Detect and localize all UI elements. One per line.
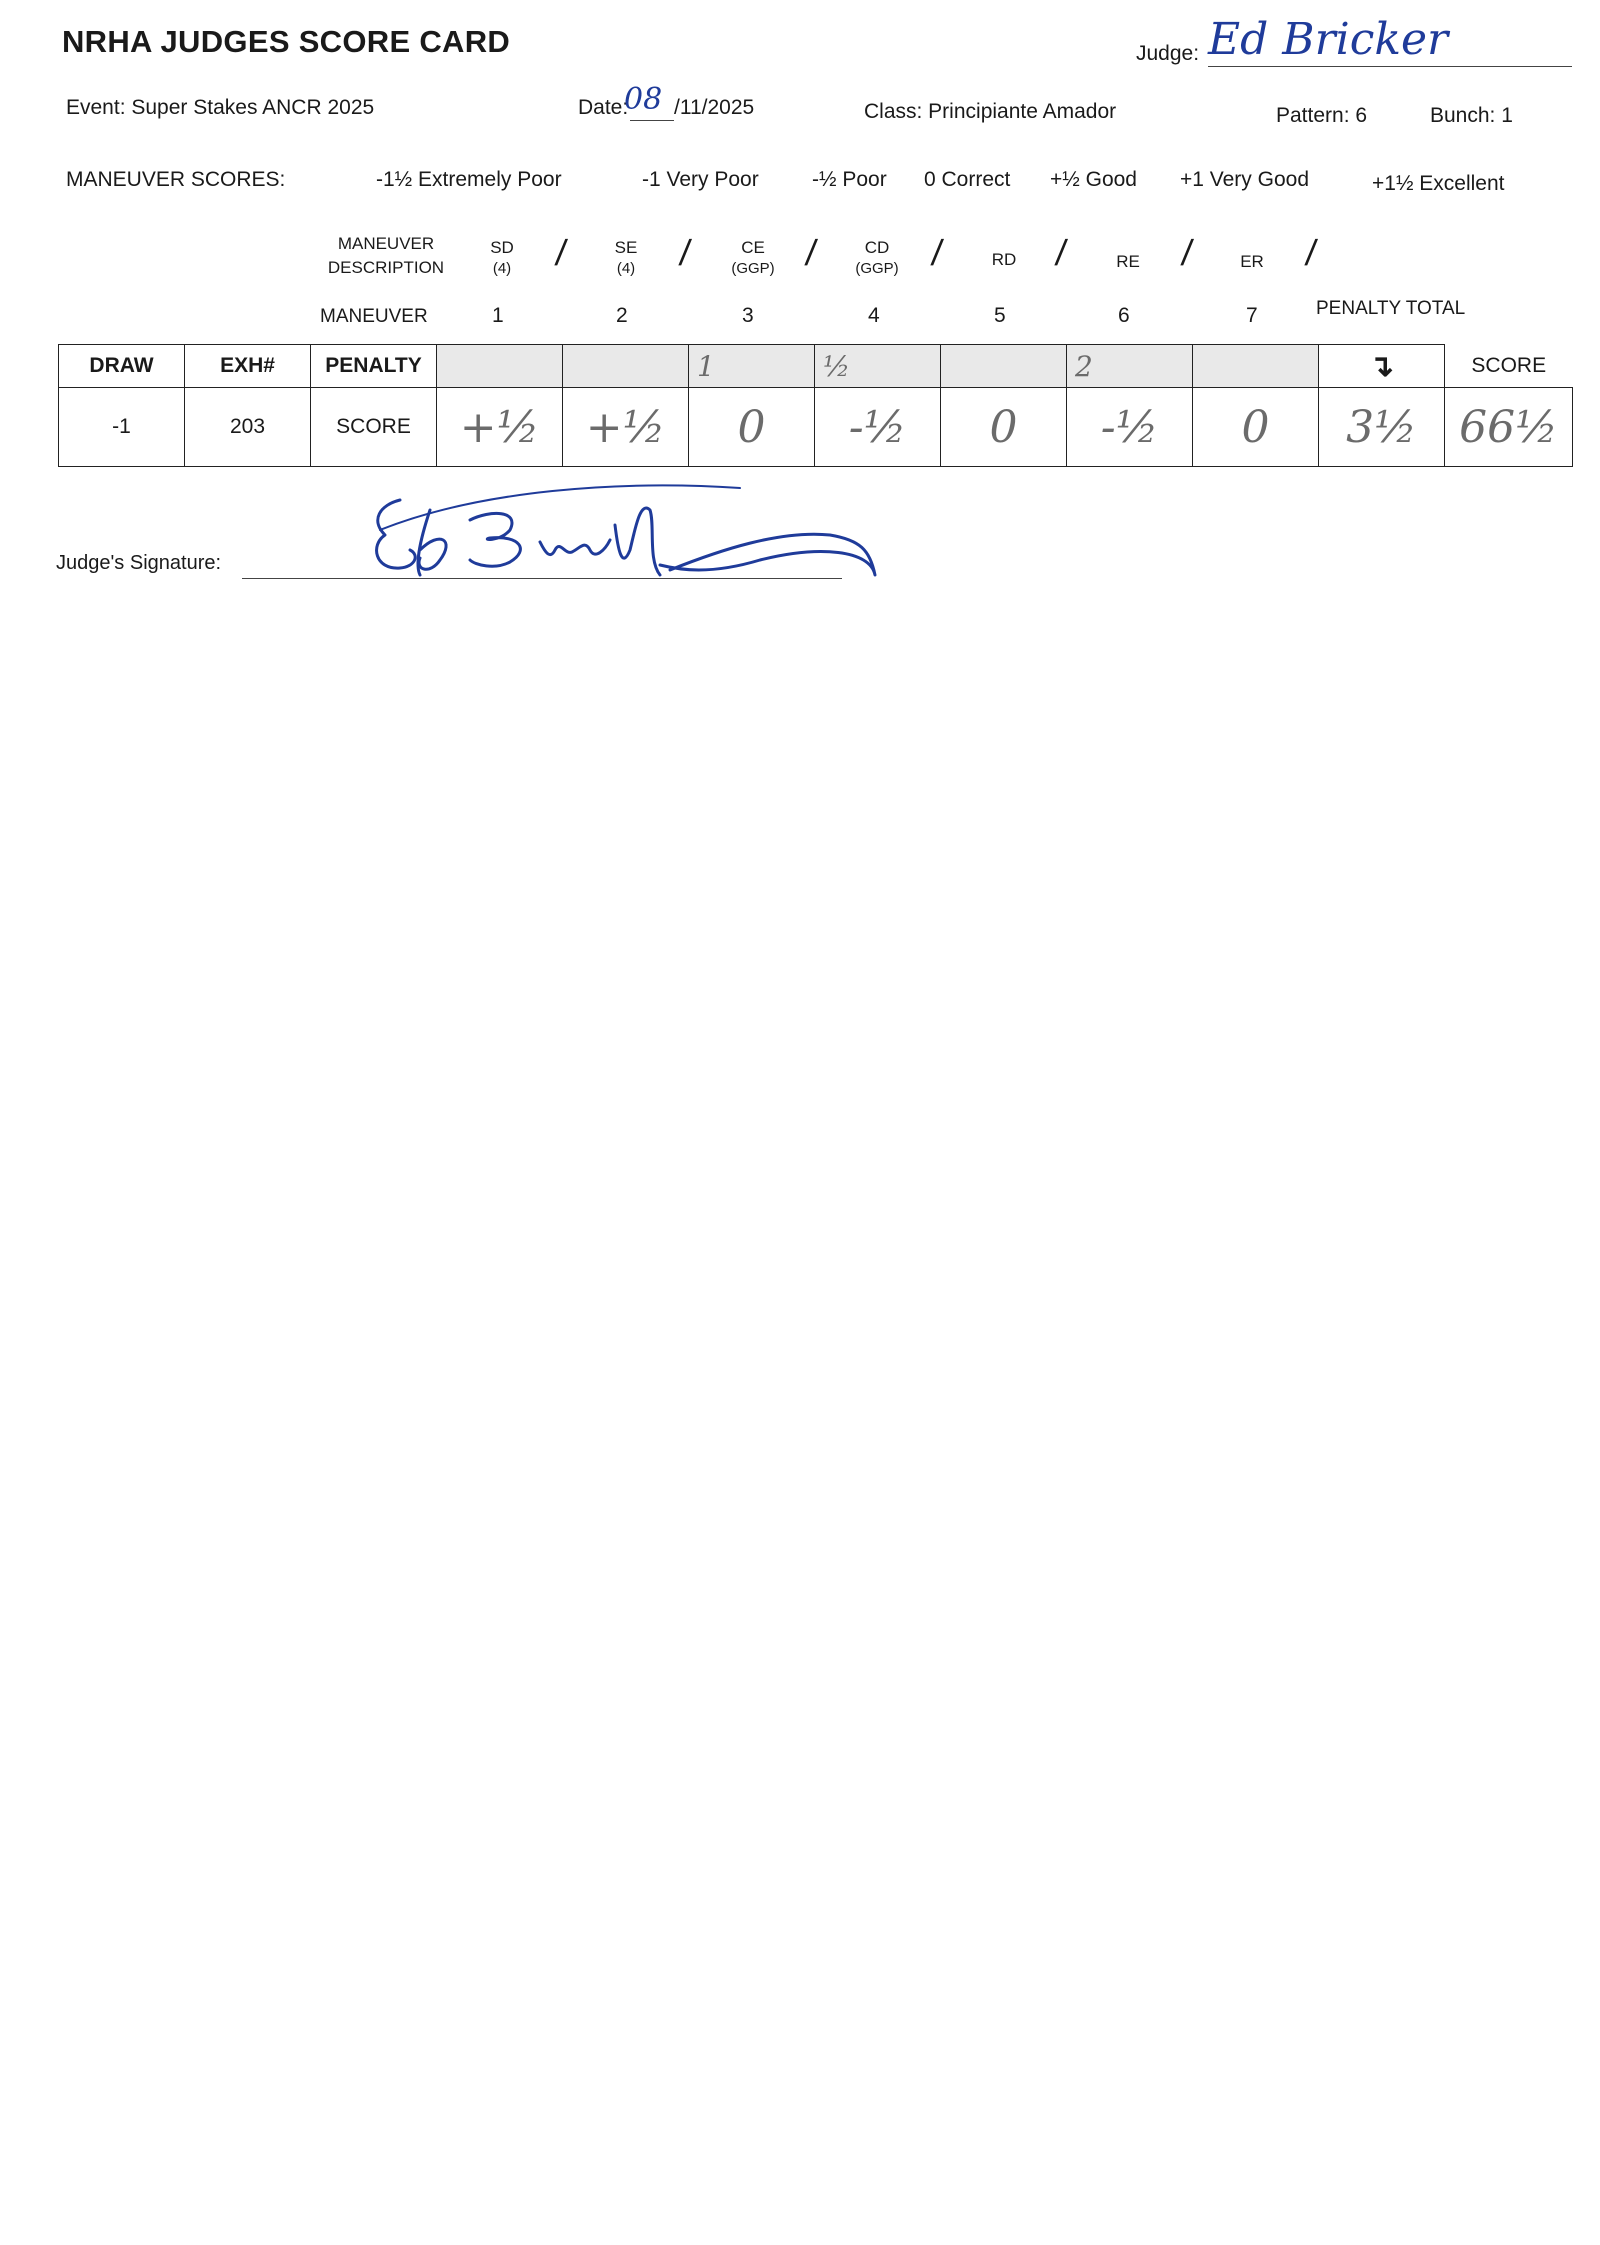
- maneuver-number: 1: [492, 304, 504, 327]
- maneuver-score-cell[interactable]: 0: [689, 388, 815, 467]
- maneuver-number: 4: [868, 304, 880, 327]
- penalty-header: PENALTY: [311, 345, 437, 388]
- date-label: Date:: [578, 96, 629, 119]
- exhibitor-header: EXH#: [185, 345, 311, 388]
- maneuver-score-cell[interactable]: 0: [1193, 388, 1319, 467]
- penalty-cell[interactable]: 1: [689, 345, 815, 388]
- maneuver-code: RD: [991, 250, 1017, 269]
- maneuver-score-cell[interactable]: 0: [941, 388, 1067, 467]
- exhibitor-number: 203: [185, 388, 311, 467]
- penalty-total-cell[interactable]: 3½: [1319, 388, 1445, 467]
- score-header: SCORE: [1471, 353, 1547, 377]
- penalty-cell[interactable]: ½: [815, 345, 941, 388]
- arrow-down-icon: ↴: [1319, 345, 1445, 388]
- penalty-cell[interactable]: [563, 345, 689, 388]
- maneuver-number: 5: [994, 304, 1006, 327]
- separator-slash: /: [929, 232, 945, 273]
- score-table: [58, 344, 1573, 467]
- scale-item: +1½ Excellent: [1372, 172, 1505, 195]
- maneuver-code: RE: [1116, 252, 1140, 271]
- maneuver-code: CD (GGP): [855, 238, 899, 277]
- card-title: NRHA JUDGES SCORE CARD: [62, 24, 511, 59]
- judge-name-handwritten: Ed Bricker: [1208, 14, 1449, 65]
- separator-slash: /: [553, 232, 569, 273]
- maneuver-number: 2: [616, 304, 628, 327]
- draw-header: DRAW: [59, 345, 185, 388]
- date-day-handwritten: 08: [624, 82, 663, 117]
- maneuver-score-cell[interactable]: -½: [1067, 388, 1193, 467]
- judge-label: Judge:: [1136, 42, 1200, 65]
- maneuver-number: 7: [1246, 304, 1258, 327]
- judge-signature: [360, 480, 900, 590]
- scale-label: MANEUVER SCORES:: [66, 168, 286, 191]
- penalty-cell[interactable]: [437, 345, 563, 388]
- maneuver-code: CE (GGP): [731, 238, 775, 277]
- event-name: Event: Super Stakes ANCR 2025: [66, 96, 375, 119]
- maneuver-score-cell[interactable]: +½: [563, 388, 689, 467]
- separator-slash: /: [1053, 232, 1069, 273]
- penalty-cell[interactable]: [1193, 345, 1319, 388]
- penalty-cell[interactable]: [941, 345, 1067, 388]
- separator-slash: /: [677, 232, 693, 273]
- maneuver-code: ER: [1240, 252, 1264, 271]
- score-row-label: SCORE: [311, 388, 437, 467]
- scale-item: -1½ Extremely Poor: [376, 168, 562, 191]
- separator-slash: /: [1303, 232, 1319, 273]
- class-name: Class: Principiante Amador: [864, 100, 1117, 123]
- maneuver-score-cell[interactable]: -½: [815, 388, 941, 467]
- maneuver-number: 3: [742, 304, 754, 327]
- maneuver-number-label: MANEUVER: [320, 306, 428, 327]
- penalty-cell[interactable]: 2: [1067, 345, 1193, 388]
- separator-slash: /: [803, 232, 819, 273]
- final-score-cell[interactable]: 66½: [1445, 388, 1573, 467]
- maneuver-score-cell[interactable]: +½: [437, 388, 563, 467]
- judge-line: [1208, 66, 1572, 67]
- maneuver-code: SE (4): [614, 238, 638, 277]
- scale-item: -½ Poor: [812, 168, 887, 191]
- penalty-total-label: PENALTY TOTAL: [1316, 298, 1466, 319]
- date-day-line: [630, 120, 674, 121]
- signature-label: Judge's Signature:: [56, 552, 222, 574]
- score-row: [59, 388, 1573, 467]
- scale-item: +1 Very Good: [1180, 168, 1310, 191]
- scale-item: -1 Very Poor: [642, 168, 759, 191]
- separator-slash: /: [1179, 232, 1195, 273]
- scale-item: +½ Good: [1050, 168, 1137, 191]
- maneuver-code: SD (4): [490, 238, 514, 277]
- maneuver-description-label: MANEUVER DESCRIPTION: [327, 234, 445, 277]
- bunch-number: Bunch: 1: [1430, 104, 1513, 127]
- pattern-number: Pattern: 6: [1276, 104, 1368, 127]
- scale-item: 0 Correct: [924, 168, 1011, 191]
- date-rest: /11/2025: [674, 96, 755, 119]
- maneuver-number: 6: [1118, 304, 1130, 327]
- penalty-row: [59, 345, 1573, 388]
- draw-value: -1: [59, 388, 185, 467]
